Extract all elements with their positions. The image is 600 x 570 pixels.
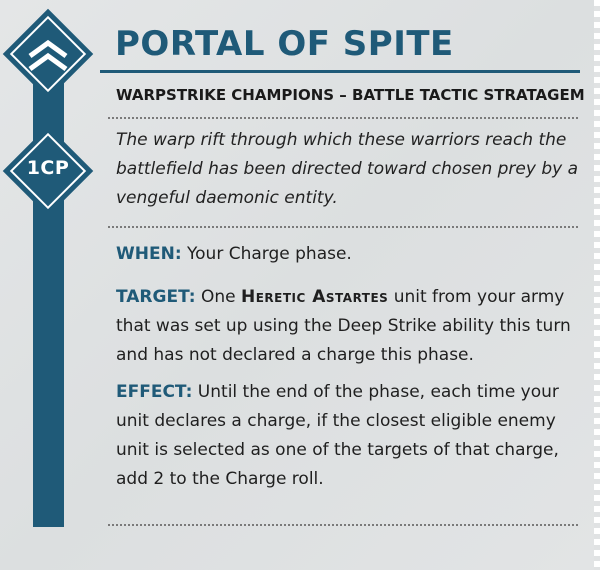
- stratagem-title: PORTAL OF SPITE: [115, 24, 454, 64]
- stratagem-subtitle: WARPSTRIKE CHAMPIONS – BATTLE TACTIC STRATAGEM: [116, 86, 585, 104]
- effect-text: Until the end of the phase, each time your unit declares a charge, if the closest eligible enemy unit is selected as one of the targets of that charge, add 2 to the Charge roll.: [116, 382, 559, 489]
- divider-dotted: [108, 117, 578, 119]
- torn-edge: [594, 0, 600, 570]
- title-rule: [100, 70, 580, 73]
- when-text: Your Charge phase.: [181, 244, 352, 264]
- target-section: [116, 283, 578, 370]
- when-label: WHEN:: [116, 244, 182, 264]
- flavour-text: The warp rift through which these warriors reach the battlefield has been directed toward chosen prey by a vengeful daemonic entity.: [116, 130, 579, 208]
- effect-section: [116, 378, 578, 494]
- target-text-after: unit from your army that was set up using the Deep Strike ability this turn and has not declared a charge this phase.: [116, 287, 571, 365]
- when-section: [116, 240, 578, 269]
- double-chevron-up-icon: [24, 38, 72, 74]
- command-point-cost: 1CP: [26, 157, 70, 179]
- effect-label: EFFECT:: [116, 382, 193, 402]
- target-label: TARGET:: [116, 287, 196, 307]
- target-keyword: Heretic Astartes: [240, 287, 389, 307]
- divider-dotted: [108, 226, 578, 228]
- target-text-before: One: [195, 287, 241, 307]
- divider-dotted: [108, 524, 578, 526]
